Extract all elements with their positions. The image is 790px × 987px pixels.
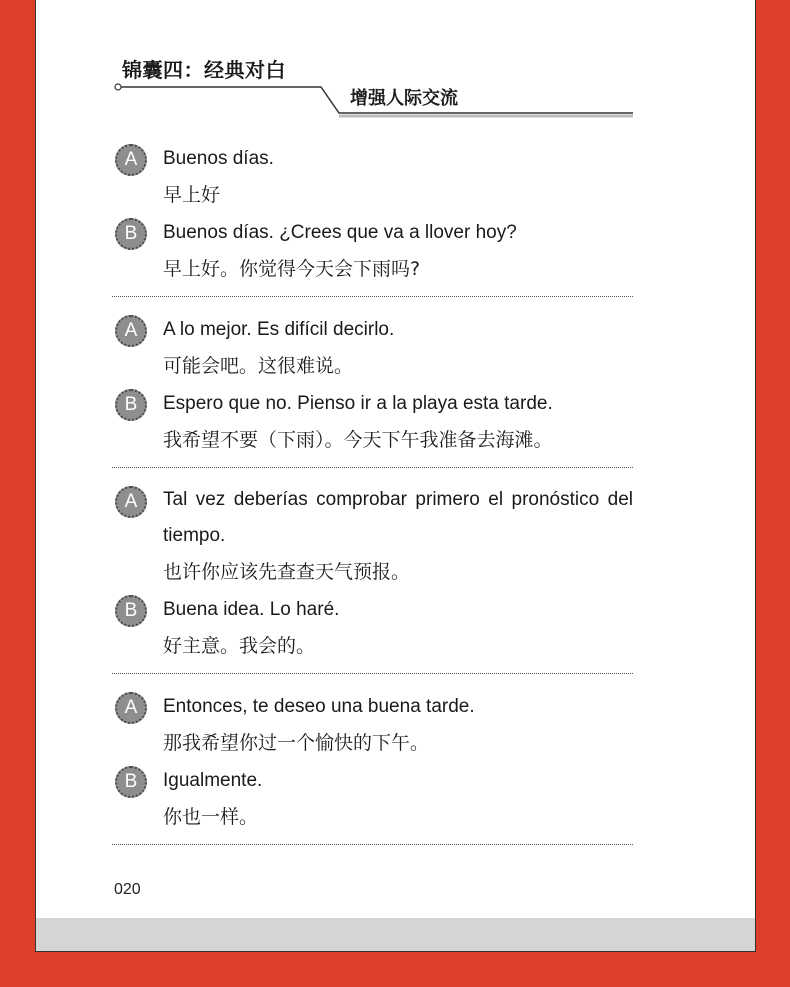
spanish-text: Espero que no. Pienso ir a la playa esta tarde.: [163, 393, 553, 414]
spanish-text: Entonces, te deseo una buena tarde.: [163, 696, 475, 717]
chinese-translation: 早上好。你觉得今天会下雨吗?: [163, 258, 421, 280]
speaker-a-badge: A: [115, 692, 147, 724]
header-rule: [36, 0, 757, 130]
dialogue-line: [112, 214, 633, 288]
dialogue-line: [112, 311, 633, 385]
dialogue-line: [112, 385, 633, 459]
spanish-text: Igualmente.: [163, 770, 263, 791]
dotted-divider: [112, 844, 633, 845]
dialogue-line: [112, 688, 633, 762]
speaker-a-badge: A: [115, 486, 147, 518]
dotted-divider: [112, 673, 633, 674]
chinese-translation: 好主意。我会的。: [163, 635, 316, 657]
dotted-divider: [112, 296, 633, 297]
dotted-divider: [112, 467, 633, 468]
speaker-b-badge: B: [115, 389, 147, 421]
footer-band: [36, 918, 755, 951]
page-number: 020: [114, 881, 141, 898]
dialogue-block: [112, 140, 633, 288]
spanish-text: Buenos días. ¿Crees que va a llover hoy?: [163, 222, 517, 243]
speaker-b-badge: B: [115, 595, 147, 627]
dialogue-block: [112, 688, 633, 836]
section-title: 锦囊四：经典对白: [122, 58, 286, 82]
chinese-translation: 也许你应该先查查天气预报。: [163, 561, 411, 583]
speaker-a-badge: A: [115, 144, 147, 176]
dialogue-line: [112, 140, 633, 214]
dialogue: [112, 140, 633, 859]
chinese-translation: 那我希望你过一个愉快的下午。: [163, 732, 430, 754]
dialogue-block: [112, 311, 633, 459]
dialogue-line: [112, 591, 633, 665]
spanish-text: Buena idea. Lo haré.: [163, 599, 340, 620]
speaker-a-badge: A: [115, 315, 147, 347]
speaker-b-badge: B: [115, 218, 147, 250]
book-page: [35, 0, 756, 952]
spanish-text: A lo mejor. Es difícil decirlo.: [163, 319, 395, 340]
section-subtitle: 增强人际交流: [350, 88, 458, 109]
chinese-translation: 可能会吧。这很难说。: [163, 355, 354, 377]
spanish-text: Buenos días.: [163, 148, 274, 169]
chinese-translation: 早上好: [163, 184, 221, 206]
dialogue-line: [112, 762, 633, 836]
chinese-translation: 我希望不要（下雨）。今天下午我准备去海滩。: [163, 429, 553, 451]
dialogue-block: [112, 482, 633, 665]
speaker-b-badge: B: [115, 766, 147, 798]
spanish-text: Tal vez deberías comprobar primero el pronóstico del tiempo.: [163, 489, 633, 546]
dialogue-line: [112, 482, 633, 591]
chinese-translation: 你也一样。: [163, 806, 259, 828]
